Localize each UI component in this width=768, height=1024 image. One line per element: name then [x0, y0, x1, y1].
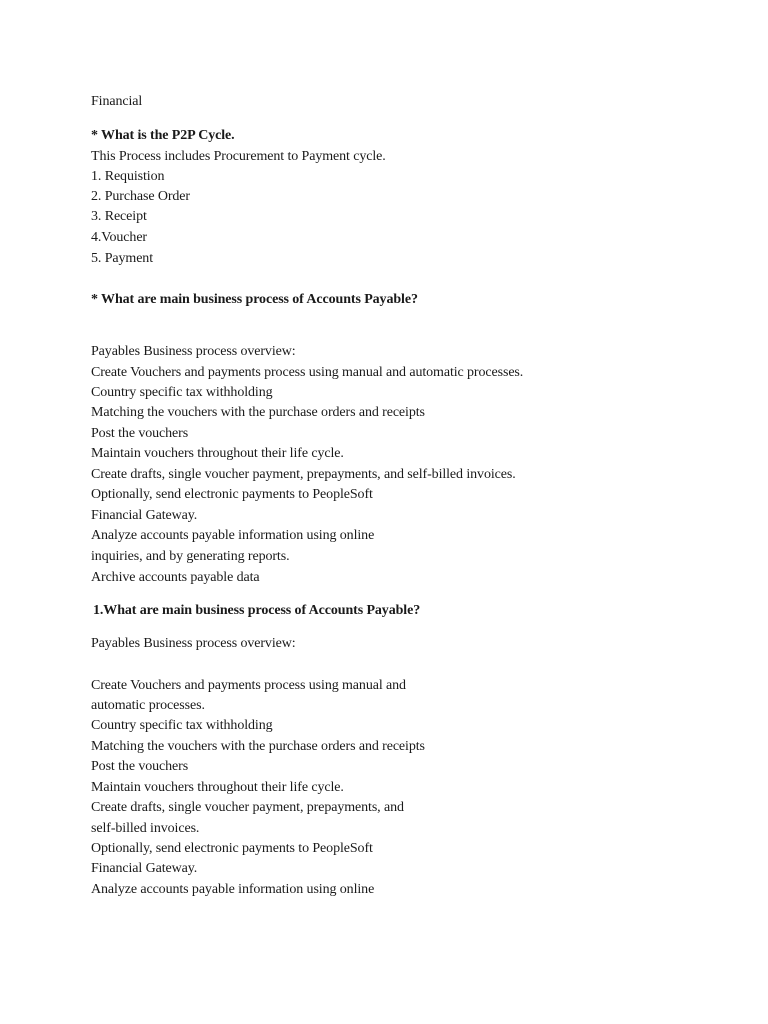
section2-line: Create drafts, single voucher payment, prepayments, and self-billed invoices.: [91, 467, 516, 482]
section3-line: Maintain vouchers throughout their life cycle.: [91, 780, 344, 795]
section3-line: Country specific tax withholding: [91, 718, 273, 733]
section2-line: Financial Gateway.: [91, 508, 198, 523]
section3-overview: Payables Business process overview:: [91, 636, 296, 651]
section3-line: Create drafts, single voucher payment, prepayments, and: [91, 800, 404, 815]
section2-line: Optionally, send electronic payments to PeopleSoft: [91, 487, 373, 502]
section3-line: Financial Gateway.: [91, 861, 198, 876]
document-title: Financial: [91, 94, 143, 109]
section2-line: Payables Business process overview:: [91, 344, 296, 359]
section2-line: Country specific tax withholding: [91, 385, 273, 400]
section3-line: Post the vouchers: [91, 759, 189, 774]
section3-line: Matching the vouchers with the purchase orders and receipts: [91, 739, 425, 754]
section2-heading: * What are main business process of Accounts Payable?: [91, 292, 418, 307]
section2-line: inquiries, and by generating reports.: [91, 549, 290, 564]
section1-heading: * What is the P2P Cycle.: [91, 128, 235, 143]
section2-line: Matching the vouchers with the purchase orders and receipts: [91, 405, 425, 420]
step-item: 3. Receipt: [91, 209, 147, 224]
section2-line: Archive accounts payable data: [91, 570, 260, 585]
section2-line: Maintain vouchers throughout their life cycle.: [91, 446, 344, 461]
section3-line: automatic processes.: [91, 698, 205, 713]
section3-heading: 1.What are main business process of Accounts Payable?: [93, 603, 421, 618]
step-item: 5. Payment: [91, 251, 153, 266]
step-item: 2. Purchase Order: [91, 189, 190, 204]
section3-line: self-billed invoices.: [91, 821, 200, 836]
section3-line: Optionally, send electronic payments to PeopleSoft: [91, 841, 373, 856]
step-item: 1. Requistion: [91, 169, 165, 184]
step-item: 4.Voucher: [91, 230, 147, 245]
section1-intro: This Process includes Procurement to Payment cycle.: [91, 149, 386, 164]
section2-line: Create Vouchers and payments process using manual and automatic processes.: [91, 365, 524, 380]
section3-line: Analyze accounts payable information using online: [91, 882, 375, 897]
section2-line: Analyze accounts payable information using online: [91, 528, 375, 543]
section2-line: Post the vouchers: [91, 426, 189, 441]
section3-line: Create Vouchers and payments process using manual and: [91, 678, 406, 693]
